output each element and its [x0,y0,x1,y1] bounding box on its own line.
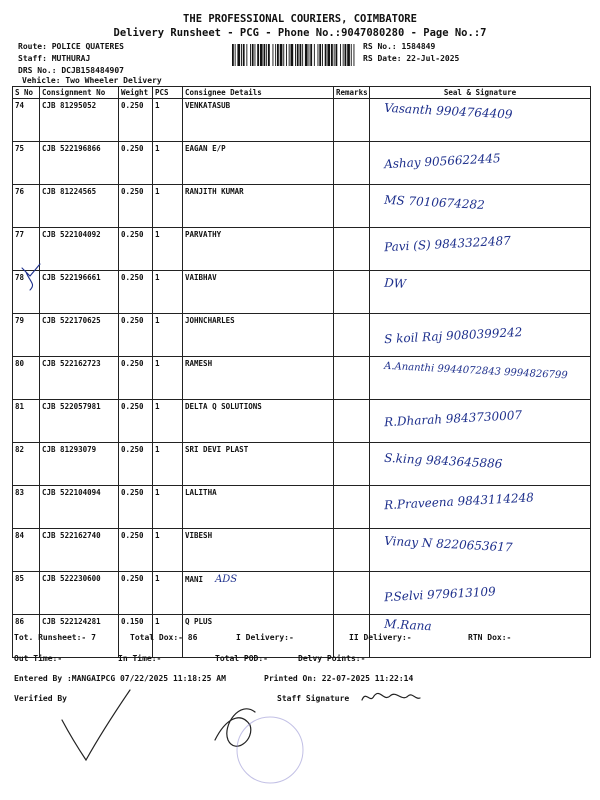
cell-cno: CJB 81293079 [40,443,119,486]
cell-signature [370,142,591,185]
cell-signature [370,572,591,615]
staff-signature-mark [362,693,420,700]
cell-cno: CJB 522196866 [40,142,119,185]
cell-cno: CJB 522057981 [40,400,119,443]
handwritten-signature: R.Praveena 9843114248 [383,490,535,513]
cell-sno: 74 [13,99,40,142]
verified-scribble [215,709,255,746]
cell-remarks [334,529,370,572]
consignee-name: MANI [185,575,204,584]
staff-label: Staff: [18,54,47,63]
cell-weight: 0.250 [119,314,153,357]
cell-pcs: 1 [153,228,183,271]
cell-remarks [334,271,370,314]
route-line [18,42,124,51]
cell-cno: CJB 522170625 [40,314,119,357]
cell-sno: 76 [13,185,40,228]
cell-remarks [334,443,370,486]
cell-consignee: DELTA Q SOLUTIONS [183,400,334,443]
handwritten-signature: MS 7010674282 [383,192,486,213]
cell-signature [370,400,591,443]
cell-pcs: 1 [153,443,183,486]
cell-sno: 82 [13,443,40,486]
cell-remarks [334,185,370,228]
table-row [13,185,591,228]
table-row [13,228,591,271]
handwritten-signature: M.Rana [383,616,432,634]
cell-sno: 75 [13,142,40,185]
cell-weight: 0.250 [119,529,153,572]
delvy-points: Delvy Points:- [298,654,366,663]
cell-sno: 78 [13,271,40,314]
cell-remarks [334,228,370,271]
cell-remarks [334,142,370,185]
handwritten-signature: Ashay 9056622445 [383,151,501,172]
table-row [13,572,591,615]
col-consignee: Consignee Details [183,87,334,99]
col-consignment: Consignment No [40,87,119,99]
cell-cno: CJB 522230600 [40,572,119,615]
cell-pcs: 1 [153,99,183,142]
cell-weight: 0.250 [119,228,153,271]
cell-pcs: 1 [153,314,183,357]
rs-date-line [363,54,459,63]
cell-consignee: RAMESH [183,357,334,400]
cell-consignee [183,572,334,615]
cell-remarks [334,572,370,615]
cell-weight: 0.250 [119,486,153,529]
cell-weight: 0.150 [119,615,153,658]
vehicle-value: Two Wheeler Delivery [65,76,162,85]
rs-date-label: RS Date: [363,54,402,63]
cell-weight: 0.250 [119,142,153,185]
cell-consignee: VENKATASUB [183,99,334,142]
cell-weight: 0.250 [119,443,153,486]
cell-signature [370,271,591,314]
col-weight: Weight [119,87,153,99]
rs-no-line [363,42,435,51]
cell-cno: CJB 522162740 [40,529,119,572]
cell-pcs: 1 [153,185,183,228]
cell-pcs: 1 [153,400,183,443]
table-row [13,142,591,185]
cell-cno: CJB 522104092 [40,228,119,271]
col-sno: S No [13,87,40,99]
table-row [13,486,591,529]
table-row [13,529,591,572]
barcode-image [232,44,356,66]
cell-remarks [334,400,370,443]
cell-pcs: 1 [153,142,183,185]
cell-weight: 0.250 [119,357,153,400]
handwritten-signature: P.Selvi 979613109 [383,584,497,605]
handwritten-signature: S koil Raj 9080399242 [383,325,523,347]
staff-signature-label: Staff Signature [277,694,350,703]
cell-cno: CJB 522124281 [40,615,119,658]
cell-consignee: Q PLUS [183,615,334,658]
cell-cno: CJB 522162723 [40,357,119,400]
rs-date-value: 22-Jul-2025 [406,54,460,63]
cell-pcs: 1 [153,486,183,529]
col-remarks: Remarks [334,87,370,99]
cell-consignee: VIBESH [183,529,334,572]
cell-cno: CJB 522104094 [40,486,119,529]
out-time: Out Time:- [14,654,63,663]
table-row [13,99,591,142]
handwritten-signature: Vasanth 9904764409 [383,100,513,122]
cell-sno: 83 [13,486,40,529]
company-title: THE PROFESSIONAL COURIERS, COIMBATORE [183,13,417,25]
cell-weight: 0.250 [119,400,153,443]
rs-no-label: RS No.: [363,42,397,51]
cell-sno: 80 [13,357,40,400]
printed-on: Printed On: 22-07-2025 11:22:14 [264,674,414,683]
cell-signature [370,185,591,228]
table-header-row [13,87,591,99]
ii-delivery: II Delivery:- [349,633,412,642]
handwritten-signature: R.Dharah 9843730007 [383,408,523,430]
vehicle-line [22,76,162,85]
table-row [13,400,591,443]
cell-sno: 79 [13,314,40,357]
cell-signature [370,529,591,572]
handwritten-signature: Pavi (S) 9843322487 [383,233,512,255]
verified-check [62,690,130,760]
cell-consignee: JOHNCHARLES [183,314,334,357]
rs-no-value: 1584849 [401,42,436,51]
cell-sno: 84 [13,529,40,572]
consignee-note: ADS [215,574,238,585]
route-label: Route: [18,42,47,51]
cell-pcs: 1 [153,529,183,572]
cell-weight: 0.250 [119,572,153,615]
rtn-dox: RTN Dox:- [468,633,512,642]
tot-runsheet: Tot. Runsheet:- 7 [14,633,96,642]
cell-signature [370,314,591,357]
table-row [13,314,591,357]
cell-pcs: 1 [153,615,183,658]
cell-pcs: 1 [153,357,183,400]
cell-remarks [334,99,370,142]
verified-by: Verified By [14,694,67,703]
table-row [13,357,591,400]
cell-pcs: 1 [153,271,183,314]
drs-label: DRS No.: [18,66,57,75]
cell-remarks [334,486,370,529]
drs-value: DCJB158484907 [61,66,124,75]
cell-consignee: PARVATHY [183,228,334,271]
cell-consignee: RANJITH KUMAR [183,185,334,228]
handwritten-signature: DW [383,275,407,291]
in-time: In Time:- [118,654,162,663]
cell-sno: 86 [13,615,40,658]
cell-signature [370,357,591,400]
total-pod: Total POD:- [215,654,268,663]
cell-cno: CJB 81224565 [40,185,119,228]
cell-consignee: SRI DEVI PLAST [183,443,334,486]
cell-signature [370,486,591,529]
runsheet-table [12,86,591,658]
cell-weight: 0.250 [119,271,153,314]
staff-value: MUTHURAJ [51,54,91,63]
cell-cno: CJB 522196661 [40,271,119,314]
total-dox: Total Dox:- 86 [130,633,198,642]
cell-cno: CJB 81295052 [40,99,119,142]
handwritten-signature: Vinay N 8220653617 [383,533,513,555]
cell-consignee: EAGAN E/P [183,142,334,185]
cell-remarks [334,314,370,357]
cell-consignee: LALITHA [183,486,334,529]
drs-line [18,66,124,75]
cell-sno: 81 [13,400,40,443]
i-delivery: I Delivery:- [236,633,294,642]
staff-line [18,54,90,63]
col-signature: Seal & Signature [370,87,591,99]
runsheet-subtitle: Delivery Runsheet - PCG - Phone No.:9047080280 - Page No.:7 [113,27,487,39]
stamp-circle [237,717,303,783]
cell-signature [370,99,591,142]
cell-sno: 77 [13,228,40,271]
cell-signature [370,228,591,271]
vehicle-label: Vehicle: [22,76,61,85]
cell-remarks [334,357,370,400]
entered-by: Entered By :MANGAIPCG 07/22/2025 11:18:25 AM [14,674,226,683]
table-row [13,271,591,314]
handwritten-signature: A.Ananthi 9944072843 9994826799 [383,360,568,382]
col-pcs: PCS [153,87,183,99]
cell-consignee: VAIBHAV [183,271,334,314]
cell-weight: 0.250 [119,185,153,228]
cell-sno: 85 [13,572,40,615]
cell-weight: 0.250 [119,99,153,142]
table-row [13,443,591,486]
route-value: POLICE QUATERES [51,42,124,51]
handwritten-signature: S.king 9843645886 [383,450,503,471]
cell-signature [370,443,591,486]
cell-pcs: 1 [153,572,183,615]
